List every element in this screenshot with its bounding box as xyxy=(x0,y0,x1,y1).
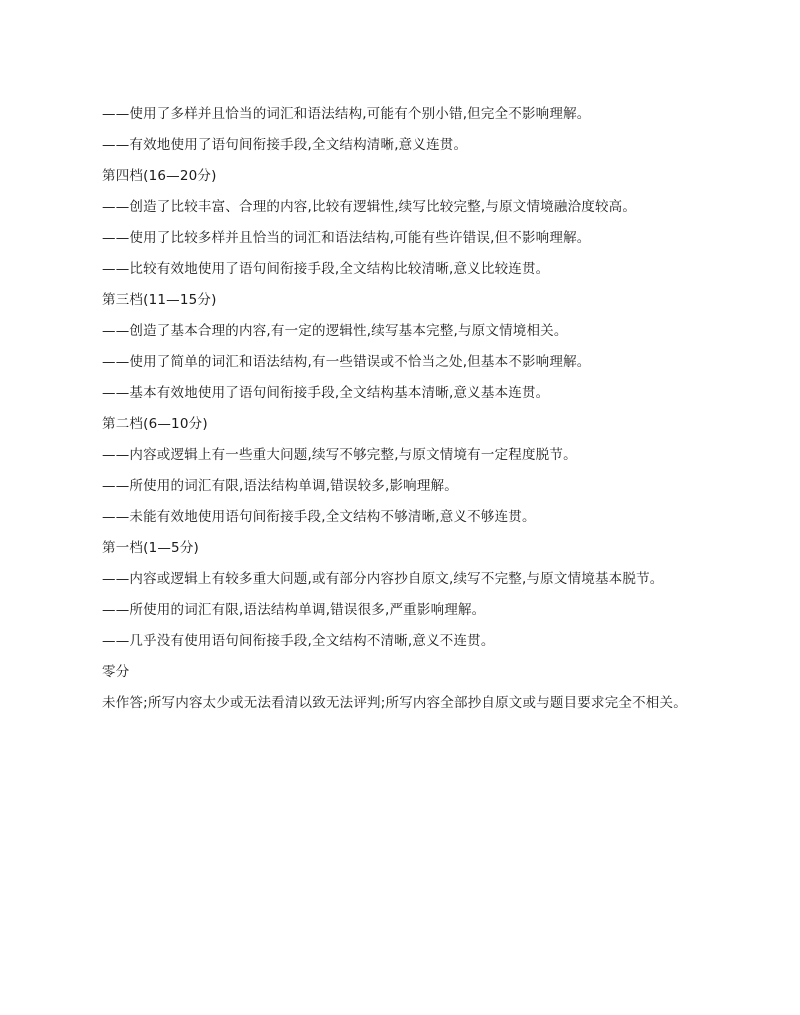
criterion-line: ——使用了多样并且恰当的词汇和语法结构,可能有个别小错,但完全不影响理解。 xyxy=(102,106,591,122)
criterion-line: ——基本有效地使用了语句间衔接手段,全文结构基本清晰,意义基本连贯。 xyxy=(102,385,550,401)
criterion-line: ——使用了简单的词汇和语法结构,有一些错误或不恰当之处,但基本不影响理解。 xyxy=(102,354,591,370)
grade-heading: 第三档(11—15分) xyxy=(102,292,217,308)
criterion-line: ——内容或逻辑上有一些重大问题,续写不够完整,与原文情境有一定程度脱节。 xyxy=(102,447,577,463)
criterion-line: ——创造了比较丰富、合理的内容,比较有逻辑性,续写比较完整,与原文情境融洽度较高。 xyxy=(102,199,637,215)
criterion-line: ——创造了基本合理的内容,有一定的逻辑性,续写基本完整,与原文情境相关。 xyxy=(102,323,568,339)
criterion-line: ——比较有效地使用了语句间衔接手段,全文结构比较清晰,意义比较连贯。 xyxy=(102,261,550,277)
criterion-line: ——所使用的词汇有限,语法结构单调,错误较多,影响理解。 xyxy=(102,478,458,494)
criterion-line: ——所使用的词汇有限,语法结构单调,错误很多,严重影响理解。 xyxy=(102,602,486,618)
document-page xyxy=(102,104,782,724)
grade-heading: 第一档(1—5分) xyxy=(102,540,200,556)
grade-heading: 零分 xyxy=(102,664,130,680)
criterion-line: ——未能有效地使用语句间衔接手段,全文结构不够清晰,意义不够连贯。 xyxy=(102,509,536,525)
grade-heading: 第四档(16—20分) xyxy=(102,168,217,184)
criterion-line: ——使用了比较多样并且恰当的词汇和语法结构,可能有些许错误,但不影响理解。 xyxy=(102,230,591,246)
criterion-line: ——有效地使用了语句间衔接手段,全文结构清晰,意义连贯。 xyxy=(102,137,468,153)
criterion-line: ——内容或逻辑上有较多重大问题,或有部分内容抄自原文,续写不完整,与原文情境基本脱节。 xyxy=(102,571,664,587)
zero-score-description: 未作答;所写内容太少或无法看清以致无法评判;所写内容全部抄自原文或与题目要求完全不相关。 xyxy=(102,695,687,711)
criterion-line: ——几乎没有使用语句间衔接手段,全文结构不清晰,意义不连贯。 xyxy=(102,633,495,649)
grade-heading: 第二档(6—10分) xyxy=(102,416,208,432)
